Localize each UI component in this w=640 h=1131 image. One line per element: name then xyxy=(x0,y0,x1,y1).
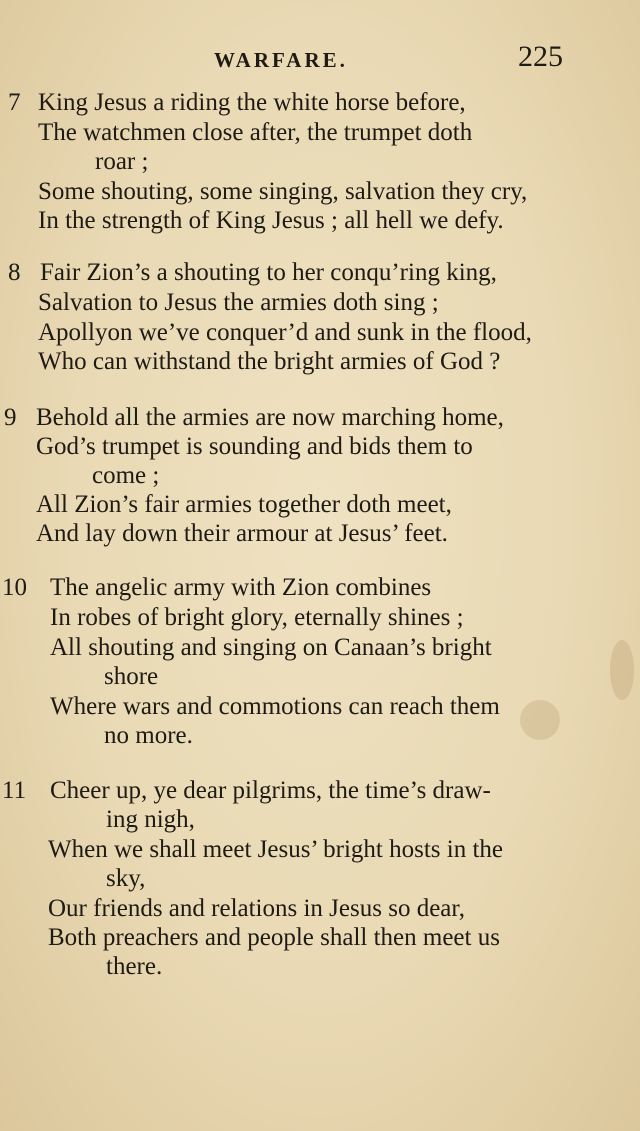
verse-line: Cheer up, ye dear pilgrims, the time’s draw- xyxy=(50,777,491,804)
verse-number: 9 xyxy=(4,404,17,431)
verse-line: All shouting and singing on Canaan’s bright xyxy=(50,634,492,661)
verse-line: ing nigh, xyxy=(106,806,195,833)
verse-line: King Jesus a riding the white horse before, xyxy=(38,89,466,116)
verse-line: When we shall meet Jesus’ bright hosts in the xyxy=(48,836,504,863)
verse-line: shore xyxy=(104,663,159,690)
verse-line: there. xyxy=(106,953,163,980)
verse-number: 11 xyxy=(2,777,27,804)
verse-line: Both preachers and people shall then meet us xyxy=(48,924,500,951)
verse-line: no more. xyxy=(104,722,193,749)
paper-stain xyxy=(610,640,634,700)
verse-line: Our friends and relations in Jesus so dear, xyxy=(48,895,465,922)
verse-line: Where wars and commotions can reach them xyxy=(50,693,500,720)
verse-line: All Zion’s fair armies together doth meet, xyxy=(36,491,452,518)
verse-number: 10 xyxy=(2,574,27,601)
verse-line: Fair Zion’s a shouting to her conqu’ring king, xyxy=(40,259,497,286)
running-head: WARFARE. xyxy=(214,48,348,72)
verse-line: come ; xyxy=(92,462,160,489)
verse-line: sky, xyxy=(106,865,146,892)
verse-line: God’s trumpet is sounding and bids them to xyxy=(36,433,473,460)
verse-line: The watchmen close after, the trumpet doth xyxy=(38,119,473,146)
verse-line: Who can withstand the bright armies of God ? xyxy=(38,348,501,375)
verse-number: 8 xyxy=(8,259,21,286)
verse-line: Behold all the armies are now marching home, xyxy=(36,404,504,431)
verse-line: In robes of bright glory, eternally shines ; xyxy=(50,604,464,631)
paper-stain xyxy=(520,700,560,740)
verse-line: In the strength of King Jesus ; all hell we defy. xyxy=(38,207,504,234)
verse-line: And lay down their armour at Jesus’ feet. xyxy=(36,520,448,547)
verse-line: Apollyon we’ve conquer’d and sunk in the flood, xyxy=(38,319,532,346)
verse-number: 7 xyxy=(8,89,21,116)
page-number: 225 xyxy=(518,40,563,73)
verse-line: Salvation to Jesus the armies doth sing ; xyxy=(38,289,439,316)
verse-line: Some shouting, some singing, salvation they cry, xyxy=(38,178,528,205)
verse-line: roar ; xyxy=(95,148,149,175)
verse-line: The angelic army with Zion combines xyxy=(50,574,432,601)
